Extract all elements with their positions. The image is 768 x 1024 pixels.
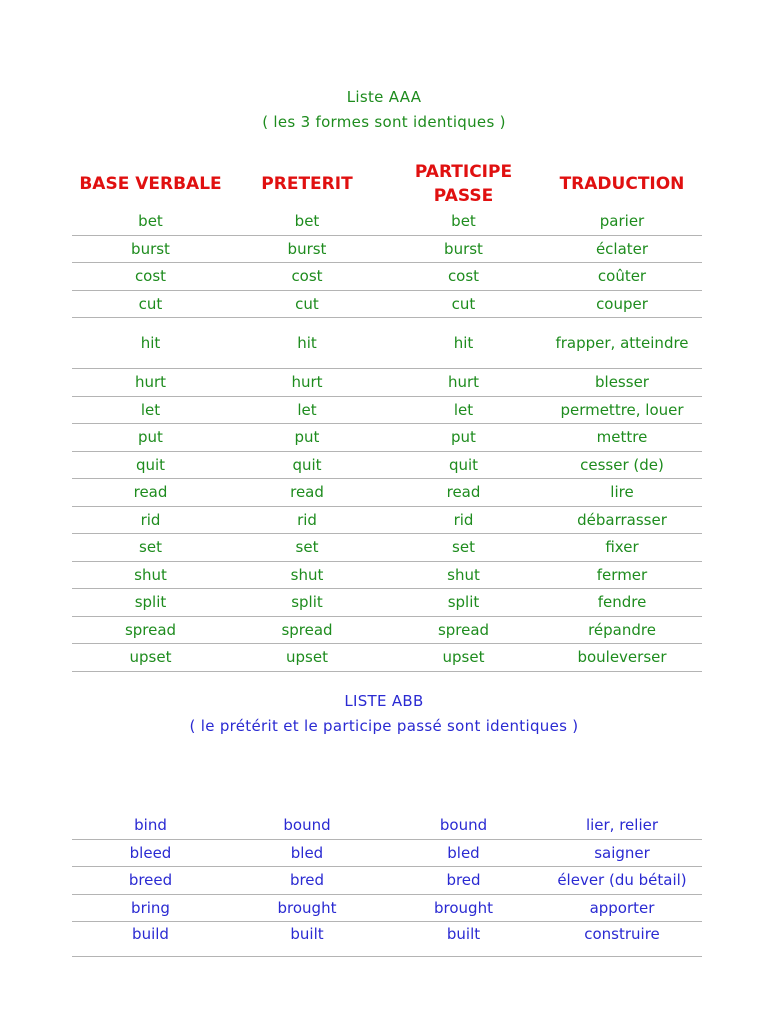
base-cell: hit bbox=[72, 318, 229, 369]
traduction-cell: lire bbox=[542, 479, 702, 507]
participe-cell: read bbox=[385, 479, 542, 507]
preterit-cell: cost bbox=[229, 263, 385, 291]
base-cell: bet bbox=[72, 208, 229, 235]
base-cell: cost bbox=[72, 263, 229, 291]
base-cell: read bbox=[72, 479, 229, 507]
base-cell: shut bbox=[72, 561, 229, 589]
preterit-cell: cut bbox=[229, 290, 385, 318]
traduction-cell: saigner bbox=[542, 839, 702, 867]
participe-cell: hurt bbox=[385, 369, 542, 397]
participe-cell: brought bbox=[385, 894, 542, 922]
participe-cell: hit bbox=[385, 318, 542, 369]
base-cell: build bbox=[72, 922, 229, 957]
base-cell: set bbox=[72, 534, 229, 562]
traduction-cell: fermer bbox=[542, 561, 702, 589]
base-cell: breed bbox=[72, 867, 229, 895]
base-cell: bring bbox=[72, 894, 229, 922]
table-row bbox=[72, 534, 702, 562]
preterit-cell: bred bbox=[229, 867, 385, 895]
traduction-cell: fendre bbox=[542, 589, 702, 617]
table-aaa bbox=[72, 208, 702, 672]
traduction-cell: parier bbox=[542, 208, 702, 235]
table-row bbox=[72, 589, 702, 617]
base-cell: quit bbox=[72, 451, 229, 479]
participe-cell: bled bbox=[385, 839, 542, 867]
preterit-cell: let bbox=[229, 396, 385, 424]
traduction-cell: apporter bbox=[542, 894, 702, 922]
list-aaa-subtitle: ( les 3 formes sont identiques ) bbox=[262, 113, 506, 131]
preterit-cell: hurt bbox=[229, 369, 385, 397]
table-row bbox=[72, 424, 702, 452]
header-base-verbale: BASE VERBALE bbox=[79, 174, 222, 194]
preterit-cell: burst bbox=[229, 235, 385, 263]
table-row bbox=[72, 396, 702, 424]
participe-cell: split bbox=[385, 589, 542, 617]
traduction-cell: débarrasser bbox=[542, 506, 702, 534]
preterit-cell: spread bbox=[229, 616, 385, 644]
participe-cell: bet bbox=[385, 208, 542, 235]
participe-cell: burst bbox=[385, 235, 542, 263]
preterit-cell: read bbox=[229, 479, 385, 507]
preterit-cell: set bbox=[229, 534, 385, 562]
table-row bbox=[72, 616, 702, 644]
participe-cell: built bbox=[385, 922, 542, 957]
table-row bbox=[72, 235, 702, 263]
table-row bbox=[72, 263, 702, 291]
table-row bbox=[72, 208, 702, 235]
table-row bbox=[72, 479, 702, 507]
base-cell: upset bbox=[72, 644, 229, 672]
preterit-cell: upset bbox=[229, 644, 385, 672]
traduction-cell: répandre bbox=[542, 616, 702, 644]
header-participe-passe: PARTICIPE PASSE bbox=[414, 162, 513, 206]
base-cell: rid bbox=[72, 506, 229, 534]
table-row bbox=[72, 867, 702, 895]
preterit-cell: bled bbox=[229, 839, 385, 867]
participe-cell: shut bbox=[385, 561, 542, 589]
traduction-cell: lier, relier bbox=[542, 812, 702, 839]
traduction-cell: fixer bbox=[542, 534, 702, 562]
preterit-cell: shut bbox=[229, 561, 385, 589]
base-cell: split bbox=[72, 589, 229, 617]
table-row bbox=[72, 839, 702, 867]
base-cell: bleed bbox=[72, 839, 229, 867]
participe-cell: bound bbox=[385, 812, 542, 839]
table-row bbox=[72, 561, 702, 589]
table-row bbox=[72, 644, 702, 672]
table-abb bbox=[72, 812, 702, 957]
header-traduction: TRADUCTION bbox=[559, 174, 685, 194]
participe-cell: rid bbox=[385, 506, 542, 534]
participe-cell: set bbox=[385, 534, 542, 562]
traduction-cell: blesser bbox=[542, 369, 702, 397]
table-row bbox=[72, 451, 702, 479]
preterit-cell: brought bbox=[229, 894, 385, 922]
preterit-cell: bound bbox=[229, 812, 385, 839]
traduction-cell: élever (du bétail) bbox=[542, 867, 702, 895]
list-abb-subtitle: ( le prétérit et le participe passé sont identiques ) bbox=[189, 717, 579, 735]
traduction-cell: bouleverser bbox=[542, 644, 702, 672]
list-aaa-title: Liste AAA bbox=[346, 88, 422, 106]
table-row bbox=[72, 894, 702, 922]
base-cell: hurt bbox=[72, 369, 229, 397]
base-cell: bind bbox=[72, 812, 229, 839]
header-preterit: PRETERIT bbox=[261, 174, 353, 194]
preterit-cell: hit bbox=[229, 318, 385, 369]
participe-cell: upset bbox=[385, 644, 542, 672]
participe-cell: let bbox=[385, 396, 542, 424]
preterit-cell: bet bbox=[229, 208, 385, 235]
table-row bbox=[72, 812, 702, 839]
table-row bbox=[72, 506, 702, 534]
traduction-cell: éclater bbox=[542, 235, 702, 263]
participe-cell: put bbox=[385, 424, 542, 452]
preterit-cell: built bbox=[229, 922, 385, 957]
participe-cell: cost bbox=[385, 263, 542, 291]
base-cell: cut bbox=[72, 290, 229, 318]
base-cell: burst bbox=[72, 235, 229, 263]
preterit-cell: rid bbox=[229, 506, 385, 534]
table-row bbox=[72, 318, 702, 369]
traduction-cell: construire bbox=[542, 922, 702, 957]
participe-cell: quit bbox=[385, 451, 542, 479]
preterit-cell: put bbox=[229, 424, 385, 452]
traduction-cell: coûter bbox=[542, 263, 702, 291]
traduction-cell: couper bbox=[542, 290, 702, 318]
preterit-cell: quit bbox=[229, 451, 385, 479]
list-abb-title: LISTE ABB bbox=[344, 692, 424, 710]
table-row bbox=[72, 369, 702, 397]
base-cell: spread bbox=[72, 616, 229, 644]
table-row bbox=[72, 922, 702, 957]
traduction-cell: permettre, louer bbox=[542, 396, 702, 424]
traduction-cell: cesser (de) bbox=[542, 451, 702, 479]
participe-cell: spread bbox=[385, 616, 542, 644]
table-row bbox=[72, 290, 702, 318]
preterit-cell: split bbox=[229, 589, 385, 617]
base-cell: let bbox=[72, 396, 229, 424]
base-cell: put bbox=[72, 424, 229, 452]
participe-cell: cut bbox=[385, 290, 542, 318]
traduction-cell: frapper, atteindre bbox=[542, 318, 702, 369]
participe-cell: bred bbox=[385, 867, 542, 895]
traduction-cell: mettre bbox=[542, 424, 702, 452]
